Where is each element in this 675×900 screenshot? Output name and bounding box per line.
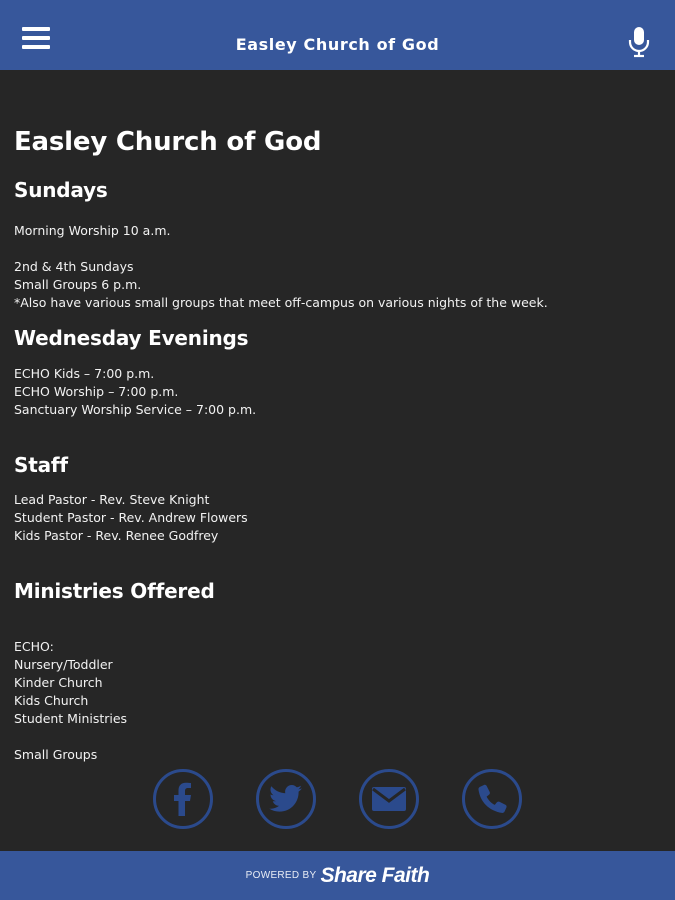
microphone-icon[interactable]	[627, 26, 651, 58]
text-line: Nursery/Toddler	[14, 657, 113, 673]
text-line: ECHO Kids – 7:00 p.m.	[14, 366, 155, 382]
text-line: Sanctuary Worship Service – 7:00 p.m.	[14, 402, 257, 418]
brand-name: Share Faith	[320, 863, 430, 887]
text-line: Kids Pastor - Rev. Renee Godfrey	[14, 528, 219, 544]
sharefaith-logo[interactable]	[320, 864, 429, 888]
text-line: Kids Church	[14, 693, 89, 709]
social-bar	[0, 769, 675, 831]
text-line: Student Ministries	[14, 711, 128, 727]
page-title: Easley Church of God	[14, 127, 322, 157]
text-line: Morning Worship 10 a.m.	[14, 223, 171, 239]
text-line: Small Groups	[14, 747, 98, 763]
text-line: *Also have various small groups that meet off-campus on various nights of the week.	[14, 295, 548, 311]
email-icon[interactable]	[359, 769, 419, 829]
page-content	[14, 120, 654, 764]
text-line: Student Pastor - Rev. Andrew Flowers	[14, 510, 248, 526]
phone-icon[interactable]	[462, 769, 522, 829]
top-app-bar	[0, 0, 675, 70]
text-line: Kinder Church	[14, 675, 103, 691]
section-heading-staff: Staff	[14, 453, 68, 478]
text-line: Lead Pastor - Rev. Steve Knight	[14, 492, 210, 508]
hamburger-menu-icon[interactable]	[22, 27, 52, 53]
facebook-icon[interactable]	[153, 769, 213, 829]
powered-by-label: POWERED BY	[245, 870, 317, 881]
text-line: Small Groups 6 p.m.	[14, 277, 142, 293]
section-heading-wednesday: Wednesday Evenings	[14, 326, 249, 351]
section-heading-ministries: Ministries Offered	[14, 579, 215, 604]
app-title: Easley Church of God	[235, 35, 440, 54]
section-heading-sundays: Sundays	[14, 178, 108, 203]
footer-bar	[0, 851, 675, 900]
text-line: ECHO Worship – 7:00 p.m.	[14, 384, 179, 400]
text-line: 2nd & 4th Sundays	[14, 259, 134, 275]
text-line: ECHO:	[14, 639, 54, 655]
twitter-icon[interactable]	[256, 769, 316, 829]
